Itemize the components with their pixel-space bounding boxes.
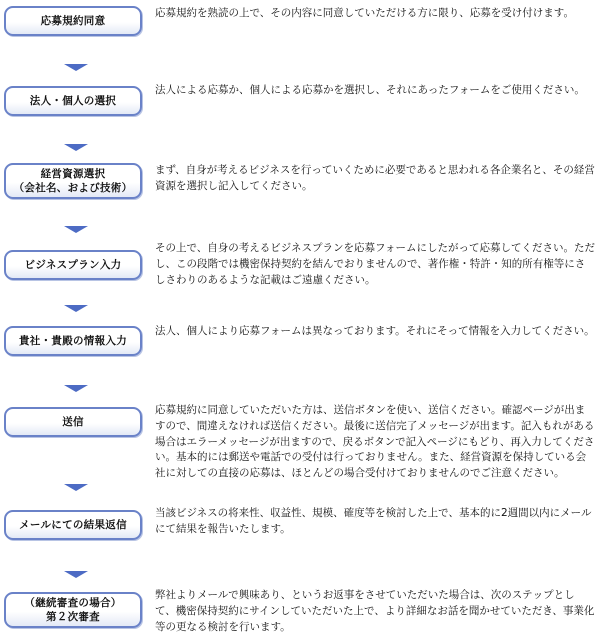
step-box (4, 407, 142, 437)
down-arrow-icon (64, 305, 88, 312)
step-label: （継続審査の場合） 第２次審査 (24, 596, 122, 623)
down-arrow-icon (64, 484, 88, 491)
step-label: メールにての結果返信 (19, 518, 127, 531)
step-label: 経営資源選択 （会社名、および技術） (13, 167, 133, 194)
step-box (4, 250, 142, 280)
step-box (4, 6, 142, 36)
step-description: 応募規約に同意していただいた方は、送信ボタンを使い、送信ください。確認ページが出ますので、間違えなければ送信ください。最後に送信完了メッセージが出ます。記入もれがある場合はエラーメッセージが出ますので、戻るボタンで記入ページにもどり、再入力してください。基本的には郵送や電話での受付は行っておりません。また、経営資源を保持している会社に対しての直接の応募は、ほとんどの場合受付けておりませんのでご注意ください。 (155, 404, 595, 479)
step-box (4, 592, 142, 628)
step-box (4, 163, 142, 199)
step-label: 貴社・貴殿の情報入力 (19, 334, 127, 347)
down-arrow-icon (64, 64, 88, 71)
step-description: その上で、自身の考えるビジネスプランを応募フォームにしたがって応募してください。ただし、この段階では機密保持契約を結んでおりませんので、著作権・特許・知的所有権等にさしさわりのあるような記載はご遠慮ください。 (155, 242, 595, 286)
step-label: 応募規約同意 (40, 14, 106, 27)
step-description: 法人による応募か、個人による応募かを選択し、それにあったフォームをご使用ください。 (155, 84, 585, 96)
step-label: ビジネスプラン入力 (24, 258, 122, 271)
down-arrow-icon (64, 144, 88, 151)
step-description: 応募規約を熟読の上で、その内容に同意していただける方に限り、応募を受け付けます。 (155, 7, 574, 19)
step-box (4, 326, 142, 356)
step-label: 送信 (62, 415, 84, 428)
down-arrow-icon (64, 385, 88, 392)
down-arrow-icon (64, 226, 88, 233)
step-description: 弊社よりメールで興味あり、というお返事をさせていただいた場合は、次のステップとして、機密保持契約にサインしていただいた上で、より詳細なお話を聞かせていただき、事業化等の更なる検討を行います。 (155, 589, 595, 633)
step-description: 法人、個人により応募フォームは異なっております。それにそって情報を入力してください。 (155, 325, 595, 337)
step-box (4, 510, 142, 540)
down-arrow-icon (64, 571, 88, 578)
step-description: まず、自身が考えるビジネスを行っていくために必要であると思われる各企業名と、その経営資源を選択し記入してください。 (155, 164, 595, 192)
step-box (4, 86, 142, 116)
step-description: 当該ビジネスの将来性、収益性、規模、確度等を検討した上で、基本的に2週間以内にメールにて結果を報告いたします。 (155, 507, 592, 535)
step-label: 法人・個人の選択 (29, 94, 117, 107)
